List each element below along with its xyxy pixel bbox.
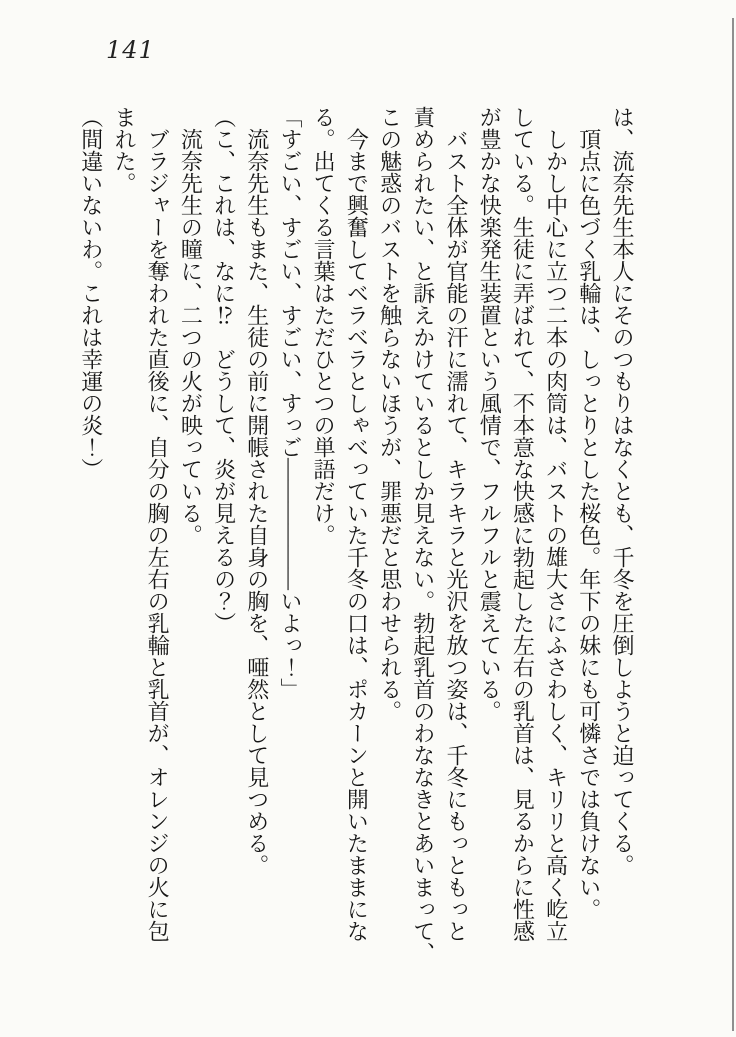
text-column: 頂点に色づく乳輪は、しっとりとした桜色。年下の妹にも可憐さでは負けない。 <box>576 106 602 920</box>
text-column: しかし中心に立つ二本の肉筒は、バストの雄大さにふさわしく、キリリと高く屹立 <box>543 106 569 942</box>
text-column: ブラジャーを奪われた直後に、自分の胸の左右の乳輪と乳首が、オレンジの火に包 <box>145 106 171 942</box>
text-column: （こ、これは、なに⁉ どうして、炎が見えるの？） <box>211 106 237 634</box>
text-column: 今まで興奮してベラベラとしゃべっていた千冬の口は、ポカーンと開いたままにな <box>344 106 370 942</box>
page-edge-line <box>732 18 734 1031</box>
text-column: 責められたい、と訴えかけているとしか見えない。勃起乳首のわななきとあいまって、 <box>410 106 436 964</box>
text-column: 「すごい、すごい、すごい、すっご――――――いよっ！」 <box>277 106 303 700</box>
text-column: 流奈先生もまた、生徒の前に開帳された自身の胸を、唖然として見つめる。 <box>244 106 270 876</box>
body-text <box>73 106 639 996</box>
text-column: この魅惑のバストを触らないほうが、罪悪だと思わせられる。 <box>377 106 403 722</box>
text-column: る。出てくる言葉はただひとつの単語だけ。 <box>311 106 337 546</box>
text-column: （間違いないわ。これは幸運の炎！） <box>78 106 104 480</box>
text-column: バスト全体が官能の汗に濡れて、キラキラと光沢を放つ姿は、千冬にもっともっと <box>443 106 469 942</box>
text-column: が豊かな快楽発生装置という風情で、フルフルと震えている。 <box>477 106 503 722</box>
page-number: 141 <box>106 36 155 64</box>
text-column: は、流奈先生本人にそのつもりはなくとも、千冬を圧倒しようと迫ってくる。 <box>610 106 635 876</box>
text-column: している。生徒に弄ばれて、不本意な快感に勃起した左右の乳首は、見るからに性感 <box>510 106 536 942</box>
text-column: まれた。 <box>111 106 137 194</box>
text-column: 流奈先生の瞳に、二つの火が映っている。 <box>178 106 204 546</box>
